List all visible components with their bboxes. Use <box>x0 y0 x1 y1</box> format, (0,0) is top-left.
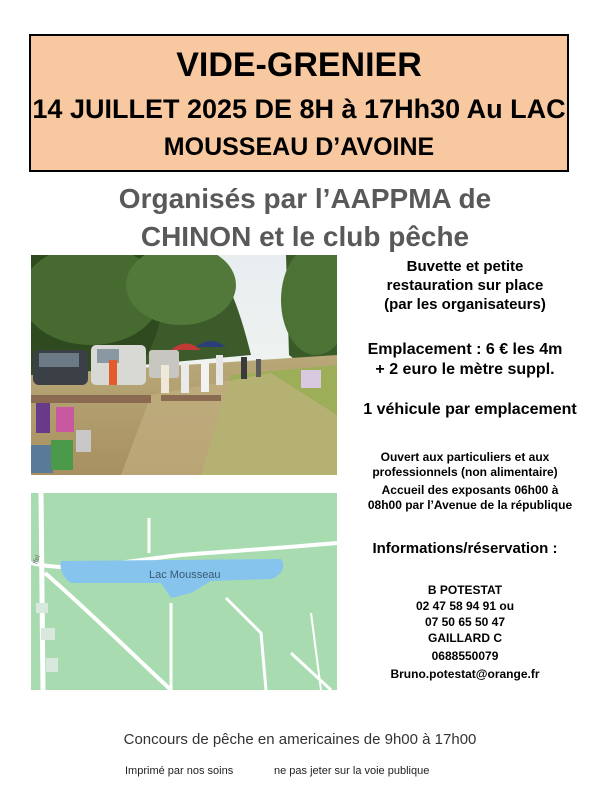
emplacement-line-2: + 2 euro le mètre suppl. <box>375 361 555 378</box>
organizers-line-2: CHINON et le club pêche <box>140 221 470 252</box>
accueil-line-2: 08h00 par l’Avenue de la république <box>367 498 573 512</box>
contact-phone-1: 02 47 58 94 91 ou <box>415 599 515 613</box>
buvette-info <box>345 258 585 314</box>
accueil-info <box>340 483 600 513</box>
contact-email: Bruno.potestat@orange.fr <box>390 667 540 681</box>
informations-heading <box>345 540 585 559</box>
emplacement-line-1: Emplacement : 6 € les 4m <box>367 341 563 358</box>
emplacement-info <box>345 340 585 380</box>
flea-market-photo <box>31 255 337 475</box>
buvette-line-3: (par les organisateurs) <box>384 295 546 313</box>
accueil-line-1: Accueil des exposants 06h00 à <box>381 483 559 497</box>
vehicule-line: 1 véhicule par emplacement <box>363 401 577 418</box>
ouvert-info <box>345 450 585 480</box>
printed-note: Imprimé par nos soins <box>125 765 234 777</box>
event-date: 14 JUILLET 2025 DE 8H à 17Hh30 Au LAC <box>32 94 566 124</box>
contact-name-2: GAILLARD C <box>428 631 502 645</box>
organizers-heading <box>40 180 570 256</box>
organizers-line-1: Organisés par l’AAPPMA de <box>118 183 492 214</box>
ouvert-line-1: Ouvert aux particuliers et aux <box>380 450 550 464</box>
title-banner <box>29 34 569 172</box>
road-label: ffel <box>32 554 42 566</box>
do-not-litter-note: ne pas jeter sur la voie publique <box>274 765 430 777</box>
ouvert-line-2: professionnels (non alimentaire) <box>372 465 558 479</box>
contact-phone-2: 07 50 65 50 47 <box>424 615 506 629</box>
vehicule-info <box>340 400 600 420</box>
lake-map <box>31 493 337 690</box>
buvette-line-2: restauration sur place <box>386 276 544 294</box>
buvette-line-1: Buvette et petite <box>406 258 524 275</box>
informations-heading-text: Informations/réservation : <box>372 540 558 557</box>
lake-label: Lac Mousseau <box>149 569 221 581</box>
contact-phone-3: 0688550079 <box>431 649 499 663</box>
contact-block <box>345 581 585 683</box>
fishing-contest-note: Concours de pêche en americaines de 9h00 à 17h00 <box>123 731 477 748</box>
contact-name-1: B POTESTAT <box>427 583 503 597</box>
event-title: VIDE-GRENIER <box>176 46 422 84</box>
event-location: MOUSSEAU D’AVOINE <box>163 133 435 161</box>
